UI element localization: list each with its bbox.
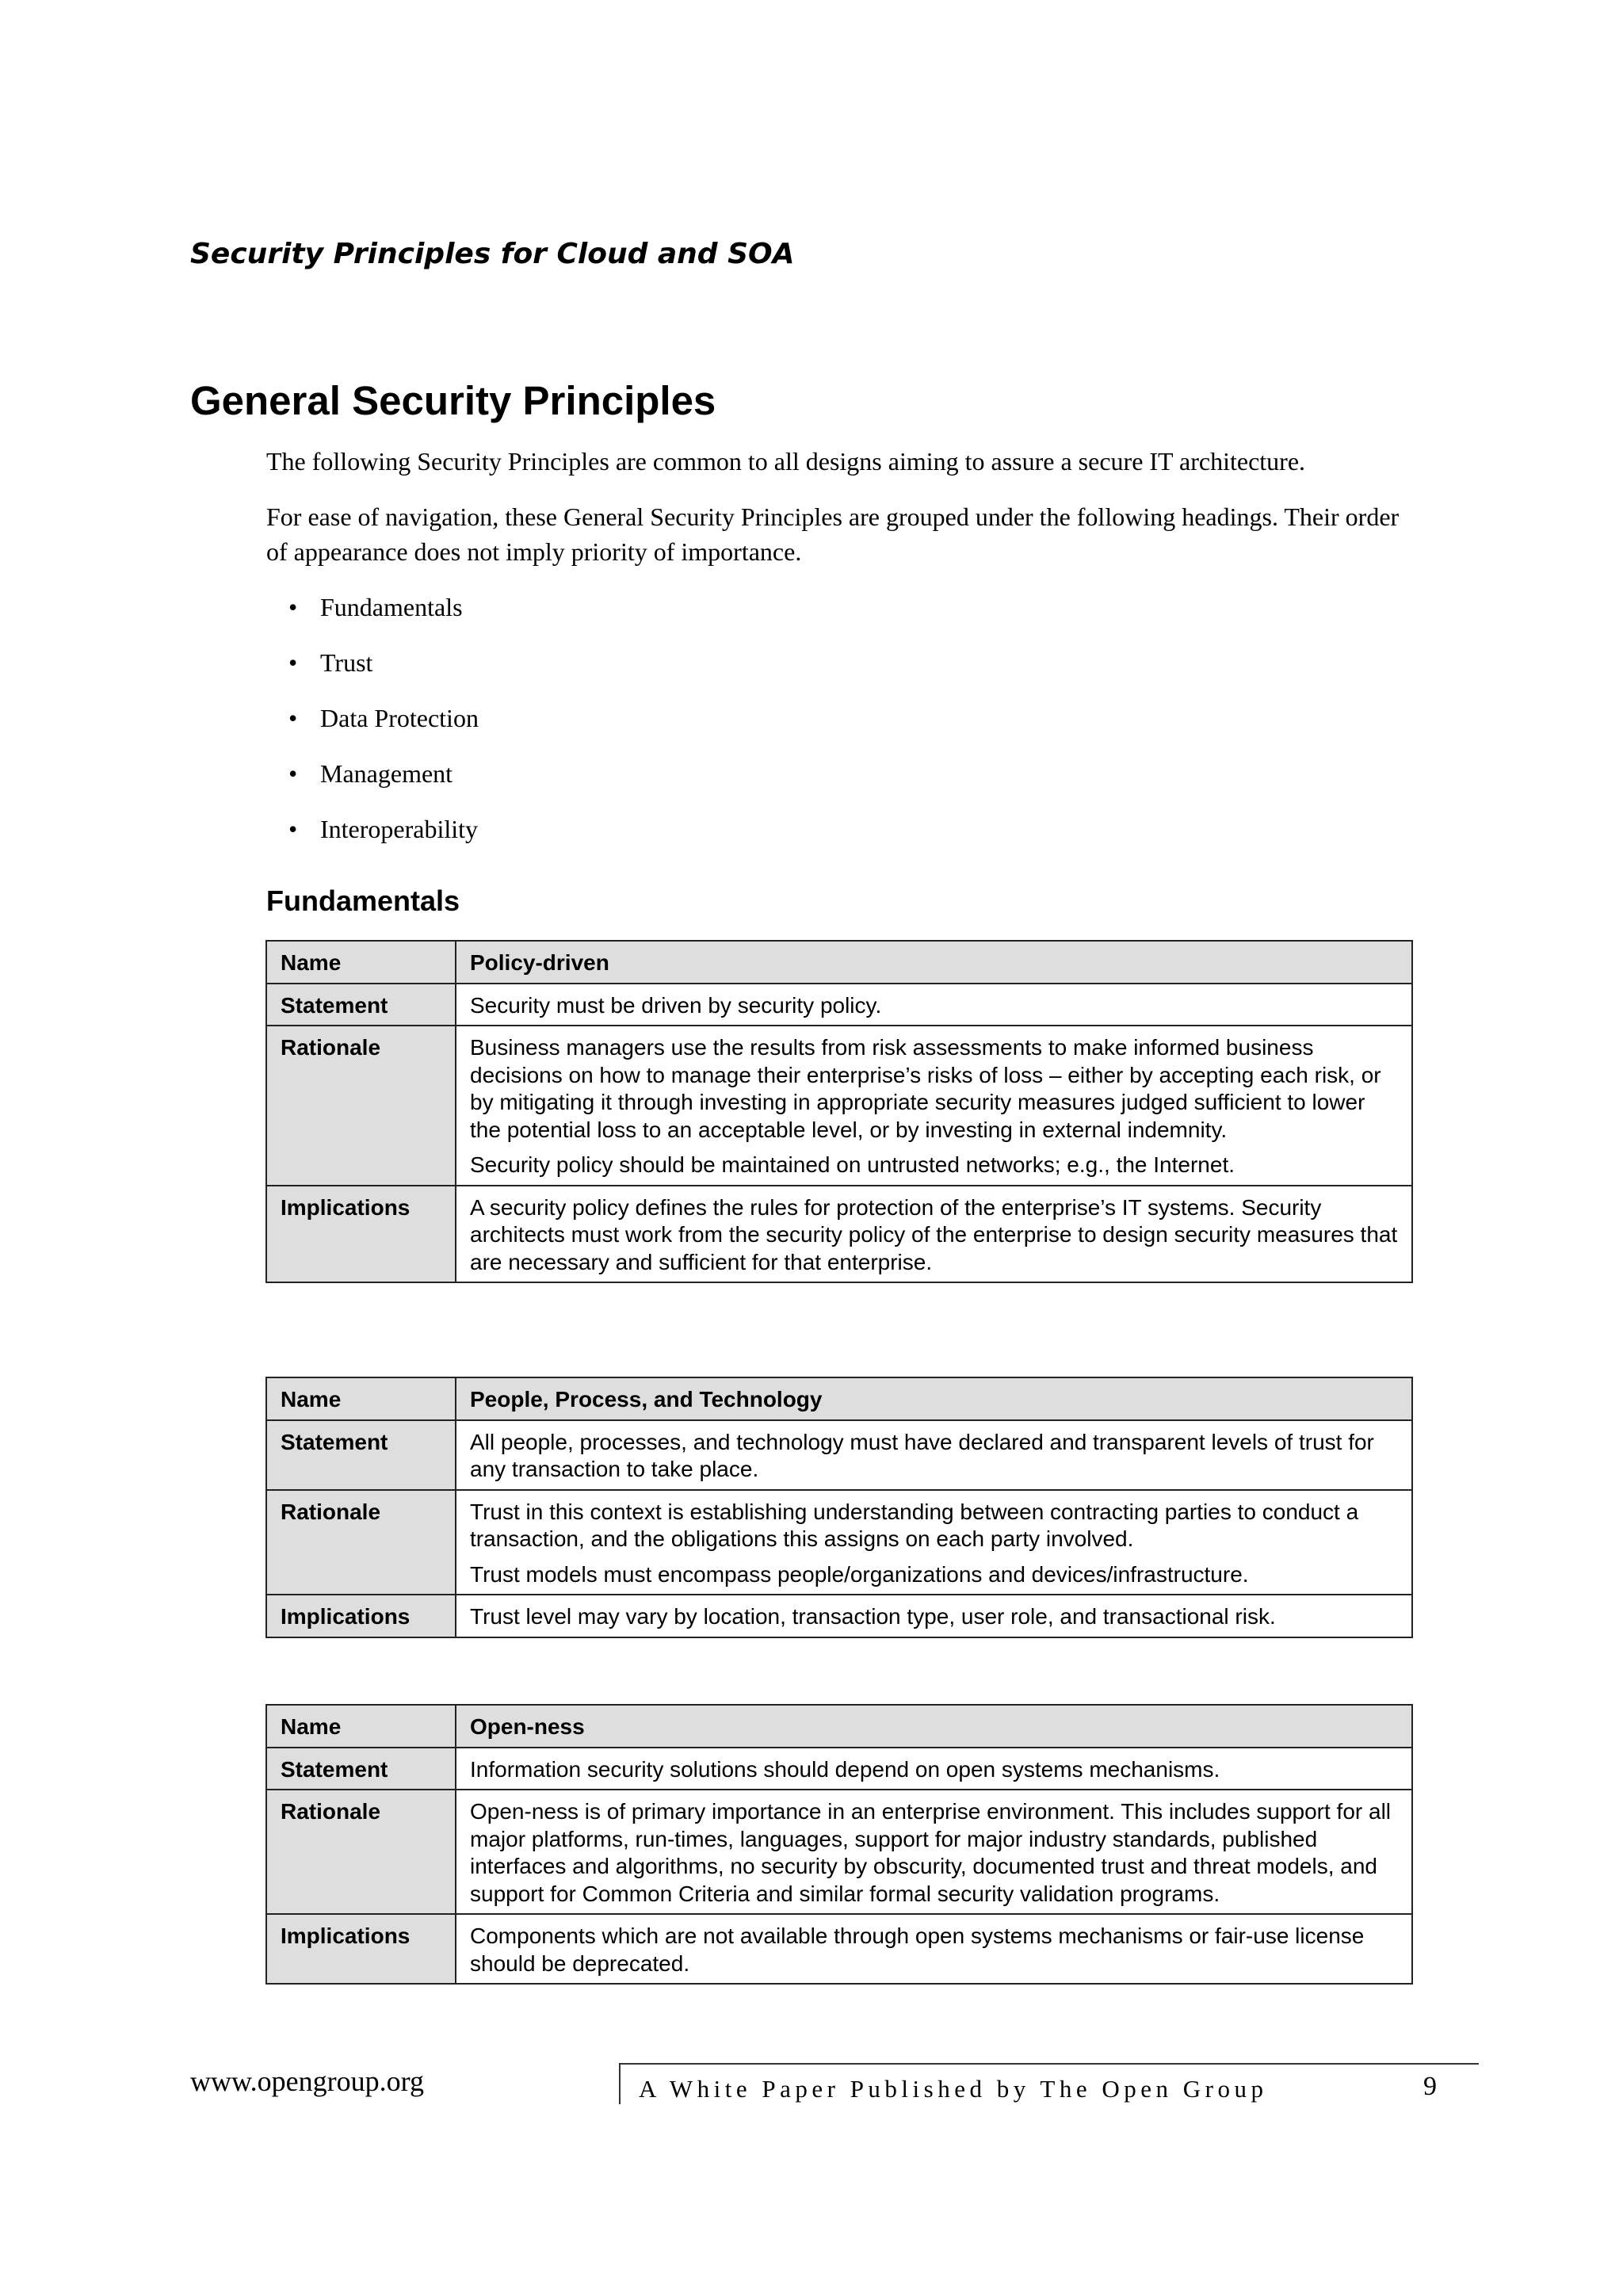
- bullet-icon: •: [288, 815, 298, 843]
- principle-rationale: [456, 1490, 1412, 1595]
- table-row: [266, 1748, 1412, 1790]
- principle-rationale: [456, 1026, 1412, 1186]
- list-item-label: Management: [320, 759, 453, 788]
- bullet-icon: •: [288, 704, 298, 732]
- principle-statement: Information security solutions should depend on open systems mechanisms.: [456, 1748, 1412, 1790]
- principle-table-people-process-technology: [265, 1377, 1413, 1638]
- footer-divider: [619, 2063, 1479, 2065]
- list-item: [266, 701, 1407, 756]
- rationale-paragraph: Business managers use the results from risk assessments to make informed business decisions on how to manage their enterprise’s risks of loss – either by accepting each risk, or by mitigating it through investing in appropriate security measures judged sufficient to lower the potential loss to an acceptable level, or by investing in external indemnity.: [470, 1035, 1381, 1142]
- list-item: [266, 756, 1407, 812]
- table-row: [266, 1377, 1412, 1420]
- rationale-paragraph: Open-ness is of primary importance in an enterprise environment. This includes support for all major platforms, run-times, languages, support for major industry standards, published interfaces and algorithms, no security by obscurity, documented trust and threat models, and support for Common Criteria and similar formal security validation programs.: [470, 1799, 1392, 1906]
- rationale-paragraph: Trust in this context is establishing understanding between contracting parties to conduct a transaction, and the obligations this assigns on each party involved.: [470, 1499, 1359, 1551]
- running-header: Security Principles for Cloud and SOA: [190, 238, 795, 270]
- heading-list: [266, 590, 1407, 867]
- principle-rationale: [456, 1790, 1412, 1914]
- list-item-label: Trust: [320, 648, 373, 677]
- principle-name: People, Process, and Technology: [456, 1377, 1412, 1420]
- rationale-label: Rationale: [266, 1490, 456, 1595]
- principle-implications: Components which are not available through open systems mechanisms or fair-use license should be deprecated.: [456, 1914, 1412, 1984]
- principle-statement: Security must be driven by security policy.: [456, 984, 1412, 1026]
- statement-label: Statement: [266, 1748, 456, 1790]
- principle-table-policy-driven: [265, 940, 1413, 1283]
- principle-name: Open-ness: [456, 1705, 1412, 1748]
- statement-label: Statement: [266, 984, 456, 1026]
- principle-implications: Trust level may vary by location, transaction type, user role, and transactional risk.: [456, 1595, 1412, 1637]
- intro-body: [266, 444, 1407, 867]
- table-row: [266, 1595, 1412, 1637]
- list-item-label: Fundamentals: [320, 593, 463, 621]
- table-row: [266, 1186, 1412, 1283]
- implications-label: Implications: [266, 1595, 456, 1637]
- section-title: General Security Principles: [190, 378, 716, 423]
- subsection-title: Fundamentals: [266, 884, 460, 917]
- principle-statement: All people, processes, and technology must have declared and transparent levels of trust for any transaction to take place.: [456, 1420, 1412, 1490]
- rationale-paragraph: Security policy should be maintained on untrusted networks; e.g., the Internet.: [470, 1152, 1235, 1177]
- list-item: [266, 812, 1407, 867]
- name-label: Name: [266, 941, 456, 984]
- rationale-label: Rationale: [266, 1026, 456, 1186]
- statement-label: Statement: [266, 1420, 456, 1490]
- rationale-paragraph: Trust models must encompass people/organizations and devices/infrastructure.: [470, 1561, 1249, 1587]
- list-item-label: Interoperability: [320, 815, 479, 843]
- footer-divider-vertical: [619, 2063, 621, 2104]
- bullet-icon: •: [288, 759, 298, 788]
- table-row: [266, 1420, 1412, 1490]
- intro-paragraph: The following Security Principles are common to all designs aiming to assure a secure IT architecture.: [266, 447, 1306, 476]
- principle-table-open-ness: [265, 1704, 1413, 1985]
- footer-publisher: A White Paper Published by The Open Group: [639, 2075, 1268, 2103]
- implications-label: Implications: [266, 1186, 456, 1283]
- table-row: [266, 984, 1412, 1026]
- principle-implications: A security policy defines the rules for protection of the enterprise’s IT systems. Security architects must work from the security policy of the enterprise to design security measures that are necessary and sufficient for that enterprise.: [456, 1186, 1412, 1283]
- table-row: [266, 1705, 1412, 1748]
- footer-url: www.opengroup.org: [190, 2065, 424, 2097]
- table-row: [266, 1790, 1412, 1914]
- table-row: [266, 941, 1412, 984]
- rationale-label: Rationale: [266, 1790, 456, 1914]
- list-item: [266, 645, 1407, 701]
- bullet-icon: •: [288, 648, 298, 677]
- implications-label: Implications: [266, 1914, 456, 1984]
- table-row: [266, 1914, 1412, 1984]
- bullet-icon: •: [288, 593, 298, 621]
- principle-name: Policy-driven: [456, 941, 1412, 984]
- list-item: [266, 590, 1407, 645]
- page-number: 9: [1423, 2072, 1437, 2101]
- name-label: Name: [266, 1705, 456, 1748]
- name-label: Name: [266, 1377, 456, 1420]
- table-row: [266, 1490, 1412, 1595]
- list-item-label: Data Protection: [320, 704, 479, 732]
- table-row: [266, 1026, 1412, 1186]
- intro-paragraph: For ease of navigation, these General Security Principles are grouped under the following headings. Their order of appearance does not imply priority of importance.: [266, 502, 1400, 566]
